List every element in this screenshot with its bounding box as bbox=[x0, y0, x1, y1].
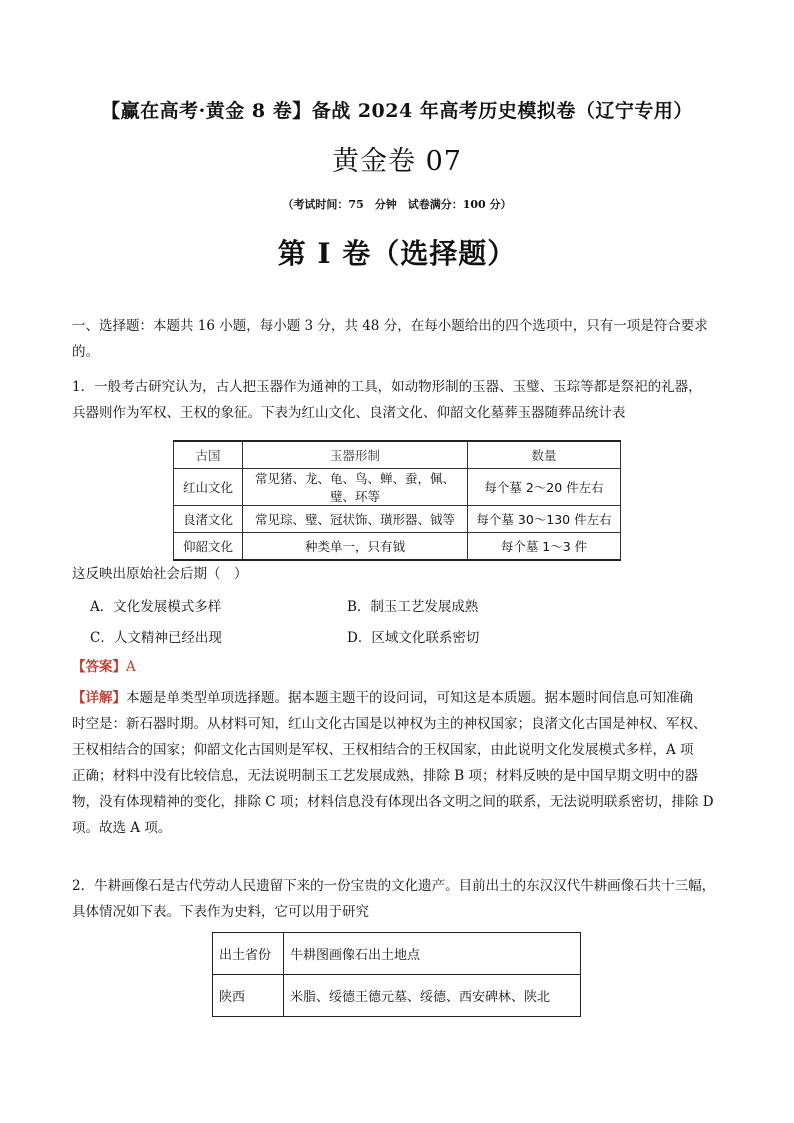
detail-line-5: 物，没有体现精神的变化，排除 C 项；材料信息没有体现出各文明之间的联系，无法说明联系密切，排除 D bbox=[72, 794, 714, 810]
q1-answer bbox=[72, 654, 732, 680]
instructions-line-2: 的。 bbox=[72, 344, 99, 360]
table-header-cell: 古国 bbox=[174, 441, 243, 469]
exam-info: （考试时间：75 分钟 试卷满分：100 分） bbox=[282, 198, 512, 211]
paper-title: 黄金卷 07 bbox=[332, 146, 462, 177]
option-a: A．文化发展模式多样 bbox=[90, 599, 222, 615]
exam-series-title: 【赢在高考·黄金 8 卷】备战 2024 年高考历史模拟卷（辽宁专用） bbox=[101, 100, 693, 122]
table-header-cell: 牛耕图画像石出土地点 bbox=[284, 933, 581, 975]
detail-line-2: 时空是：新石器时期。从材料可知，红山文化古国是以神权为主的神权国家；良渚文化古国是神权、军权、 bbox=[72, 716, 707, 732]
q1-options bbox=[90, 595, 690, 655]
table-cell: 常见琮、璧、冠状饰、璜形器、钺等 bbox=[243, 506, 468, 533]
section-title: 第 I 卷（选择题） bbox=[277, 237, 517, 270]
table-cell: 红山文化 bbox=[174, 469, 243, 506]
q1-question: 这反映出原始社会后期（ ） bbox=[72, 566, 248, 582]
detail-line-6: 项。故选 A 项。 bbox=[72, 820, 172, 836]
table-cell: 良渚文化 bbox=[174, 506, 243, 533]
table-header-cell: 玉器形制 bbox=[243, 441, 468, 469]
q2-stem-line-2: 具体情况如下表。下表作为史料，它可以用于研究 bbox=[72, 904, 369, 920]
table-header-cell: 数量 bbox=[468, 441, 621, 469]
q2-stem-line-1: 2．牛耕画像石是古代劳动人民遗留下来的一份宝贵的文化遗产。目前出土的东汉汉代牛耕画像石共十三幅， bbox=[72, 878, 716, 894]
table-cell: 陕西 bbox=[213, 975, 284, 1017]
instructions-line-1: 一、选择题：本题共 16 小题，每小题 3 分，共 48 分，在每小题给出的四个选项中，只有一项是符合要求 bbox=[72, 318, 708, 334]
q1-detail bbox=[72, 685, 732, 841]
table-row bbox=[174, 506, 621, 533]
table-cell: 每个墓 1～3 件 bbox=[468, 533, 621, 561]
option-c: C．人文精神已经出现 bbox=[90, 630, 222, 646]
table-row bbox=[213, 975, 581, 1017]
detail-line-3: 王权相结合的国家；仰韶文化古国则是军权、王权相结合的王权国家，由此说明文化发展模式多样，A 项 bbox=[72, 742, 694, 758]
table-cell: 米脂、绥德王德元墓、绥德、西安碑林、陕北 bbox=[284, 975, 581, 1017]
table-cell: 种类单一，只有钺 bbox=[243, 533, 468, 561]
option-b: B．制玉工艺发展成熟 bbox=[347, 599, 479, 615]
table-row bbox=[174, 533, 621, 561]
detail-line-1: 本题是单类型单项选择题。据本题主题干的设问词，可知这是本质题。据本题时间信息可知准确 bbox=[126, 690, 693, 706]
question-2-stem bbox=[72, 873, 732, 925]
detail-label: 【详解】 bbox=[72, 690, 126, 706]
q2-table bbox=[212, 932, 581, 1017]
answer-value: A bbox=[126, 659, 136, 675]
table-row bbox=[174, 469, 621, 506]
q1-stem-line-2: 兵器则作为军权、王权的象征。下表为红山文化、良渚文化、仰韶文化墓葬玉器随葬品统计表 bbox=[72, 405, 626, 421]
option-d: D．区域文化联系密切 bbox=[347, 630, 480, 646]
table-cell: 仰韶文化 bbox=[174, 533, 243, 561]
table-cell: 每个墓 30～130 件左右 bbox=[468, 506, 621, 533]
table-cell: 每个墓 2～20 件左右 bbox=[468, 469, 621, 506]
table-header-cell: 出土省份 bbox=[213, 933, 284, 975]
answer-label: 【答案】 bbox=[72, 659, 126, 675]
table-header-row bbox=[174, 441, 621, 469]
table-cell: 常见猪、龙、龟、鸟、蝉、蚕，佩、璧、环等 bbox=[243, 469, 468, 506]
table-header-row bbox=[213, 933, 581, 975]
instructions bbox=[72, 313, 732, 365]
detail-line-4: 正确；材料中没有比较信息，无法说明制玉工艺发展成熟，排除 B 项；材料反映的是中国早期文明中的器 bbox=[72, 768, 699, 784]
q1-table bbox=[173, 440, 621, 561]
q1-stem-line-1: 1．一般考古研究认为，古人把玉器作为通神的工具，如动物形制的玉器、玉璧、玉琮等都是祭祀的礼器， bbox=[72, 379, 702, 395]
question-1-stem bbox=[72, 374, 732, 426]
